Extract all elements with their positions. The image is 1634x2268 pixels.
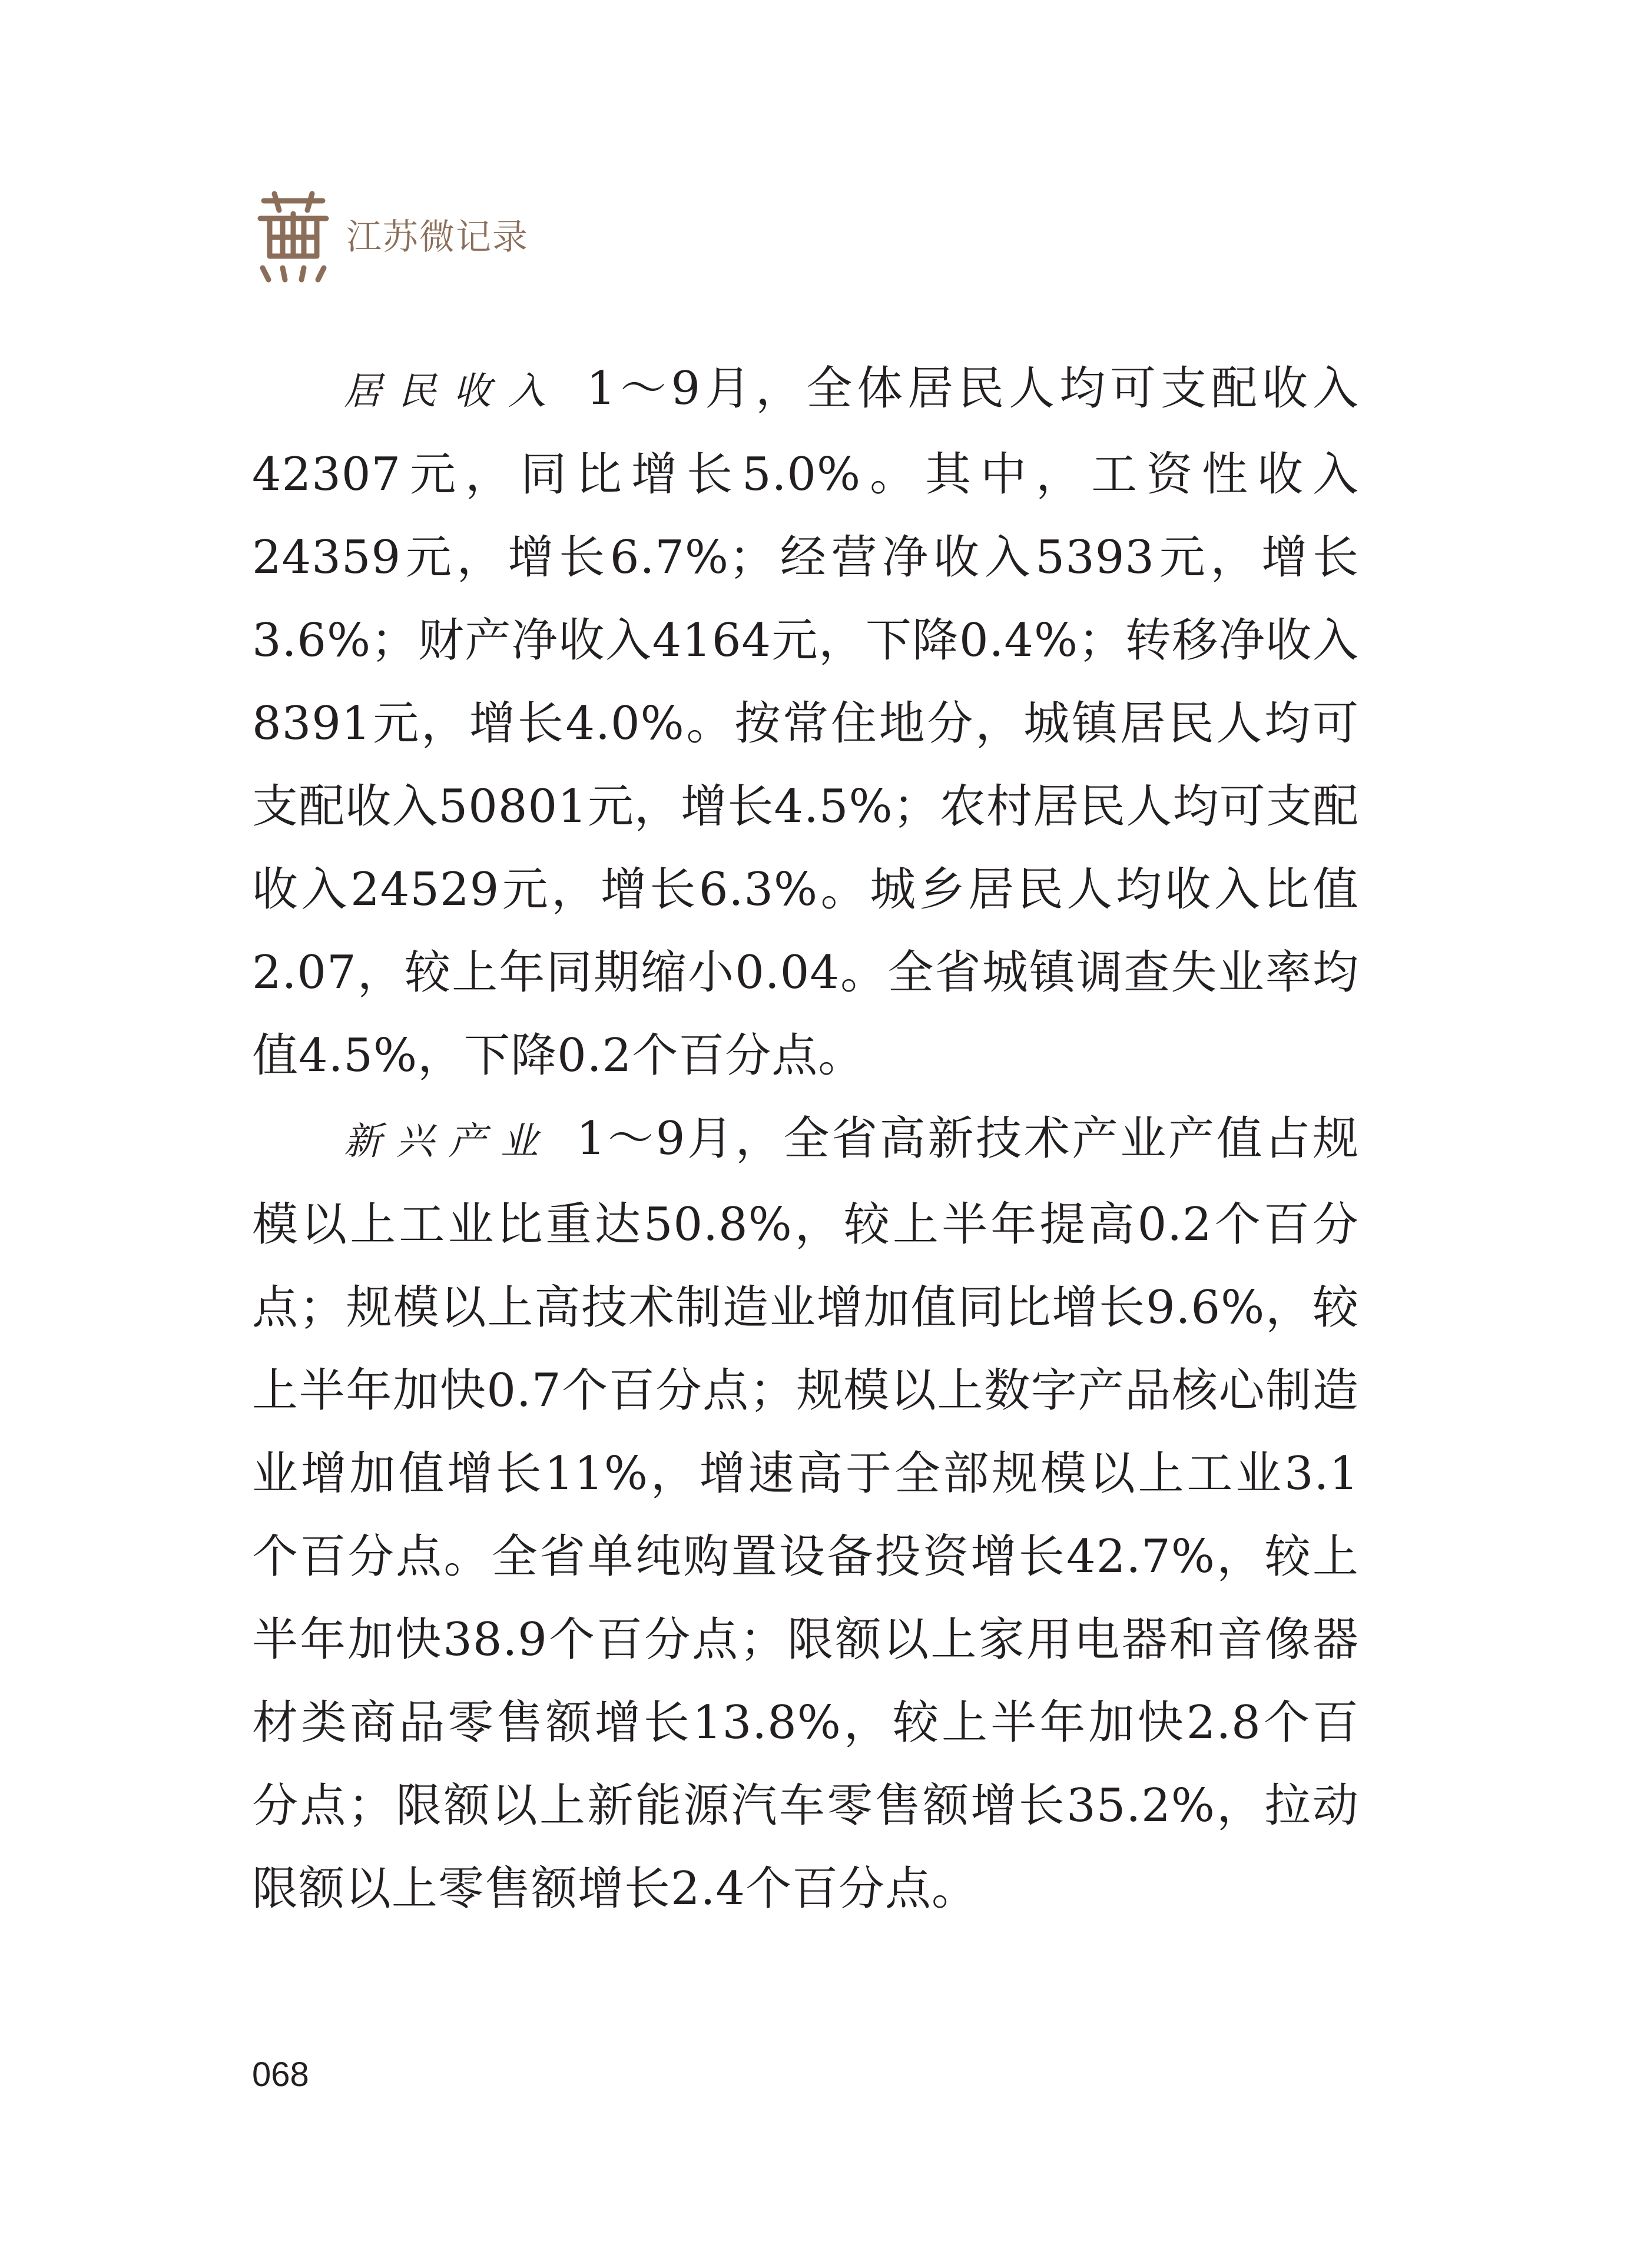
paragraph-resident-income: [252, 347, 1359, 1097]
jiangsu-emblem-icon: [252, 190, 334, 284]
body-text: [252, 347, 1359, 1931]
paragraph-text: 1～9月，全体居民人均可支配收入42307元，同比增长5.0%。其中，工资性收入24359元，增长6.7%；经营净收入5393元，增长3.6%；财产净收入4164元，下降0.4%；转移净收入8391元，增长4.0%。按常住地分，城镇居民人均可支配收入50801元，增长4.5%；农村居民人均可支配收入24529元，增长6.3%。城乡居民人均收入比值2.07，较上年同期缩小0.04。全省城镇调查失业率均值4.5%，下降0.2个百分点。: [252, 362, 1359, 1082]
paragraph-heading: 新兴产业: [344, 1120, 553, 1163]
paragraph-text: 1～9月，全省高新技术产业产值占规模以上工业比重达50.8%，较上半年提高0.2个百分点；规模以上高技术制造业增加值同比增长9.6%，较上半年加快0.7个百分点；规模以上数字产品核心制造业增加值增长11%，增速高于全部规模以上工业3.1个百分点。全省单纯购置设备投资增长42.7%，较上半年加快38.9个百分点；限额以上家用电器和音像器材类商品零售额增长13.8%，较上半年加快2.8个百分点；限额以上新能源汽车零售额增长35.2%，拉动限额以上零售额增长2.4个百分点。: [252, 1112, 1359, 1915]
page-number: 068: [252, 2055, 309, 2094]
paragraph-emerging-industries: [252, 1097, 1359, 1931]
paragraph-heading: 居民收入: [344, 370, 563, 413]
header-title: 江苏微记录: [346, 217, 529, 258]
page-header: [252, 187, 529, 287]
